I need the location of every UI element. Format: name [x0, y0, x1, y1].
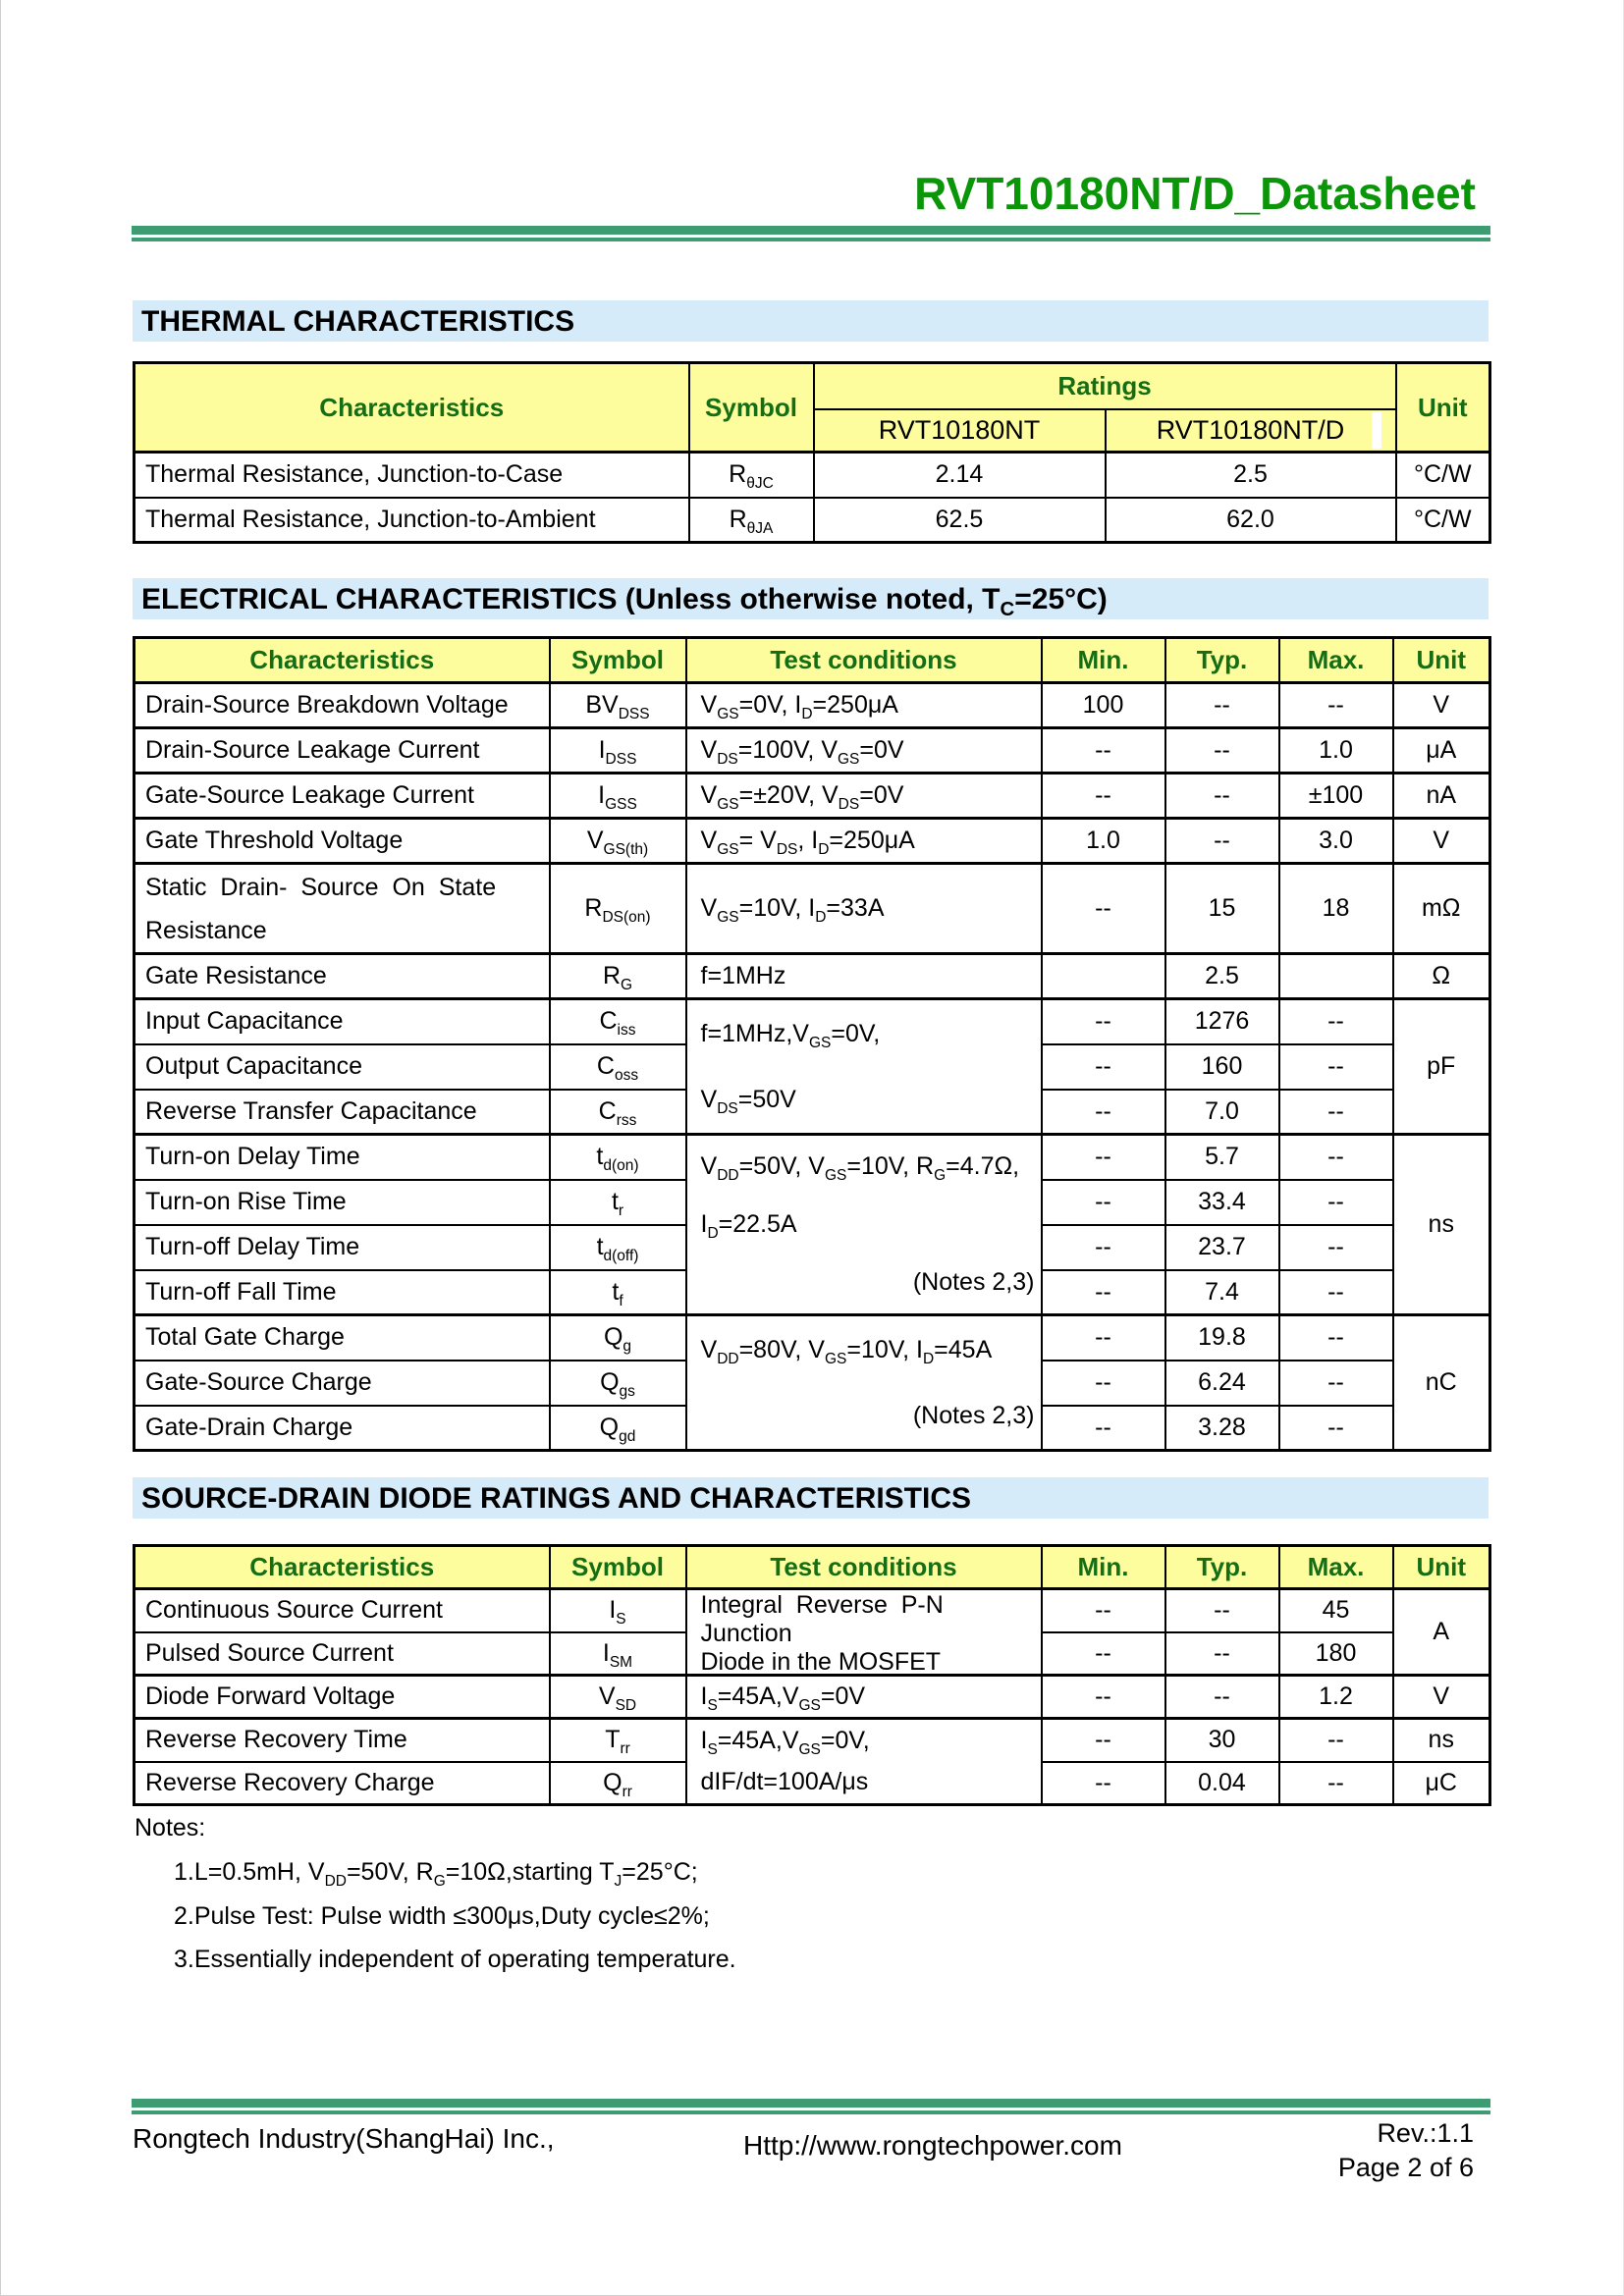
col-header-unit: Unit: [1393, 638, 1490, 683]
cell-max: --: [1279, 1315, 1393, 1361]
cell-typ: --: [1165, 1632, 1279, 1676]
cell-symbol: $R_{\theta JC}$: [689, 453, 814, 498]
cell-min: --: [1042, 1225, 1165, 1270]
col-header-symbol: Symbol: [550, 1546, 686, 1589]
cell-typ: 160: [1165, 1044, 1279, 1090]
table-row: [135, 453, 1490, 498]
footer-company: Rongtech Industry(ShangHai) Inc.,: [133, 2123, 555, 2154]
cell-characteristic: Gate-Source Charge: [135, 1361, 550, 1406]
section-heading-electrical: [133, 578, 1489, 619]
col-header-test-conditions: Test conditions: [686, 638, 1042, 683]
cell-max: --: [1279, 1225, 1393, 1270]
table-row: [135, 1135, 1490, 1180]
cell-rating-rvt10180nt: 62.5: [814, 498, 1106, 543]
cell-characteristic: Total Gate Charge: [135, 1315, 550, 1361]
cell-typ: 7.0: [1165, 1090, 1279, 1135]
col-header-characteristics: Characteristics: [135, 638, 550, 683]
cell-symbol: $t_f$: [550, 1270, 686, 1315]
cell-typ: 1276: [1165, 999, 1279, 1044]
cell-typ: 23.7: [1165, 1225, 1279, 1270]
cell-min: [1042, 954, 1165, 999]
cell-characteristic: Thermal Resistance, Junction-to-Ambient: [135, 498, 689, 543]
col-header-max: Max.: [1279, 1546, 1393, 1589]
cell-min: --: [1042, 1406, 1165, 1451]
electrical-header-row: [135, 638, 1490, 683]
cell-characteristic: Reverse Recovery Time: [135, 1719, 550, 1762]
test-conditions-switching: $V_{DD}=50V$, $V_{GS}=10V$, $R_G=4.7\Omega$, $I_D=22.5A$ (Notes 2,3): [700, 1151, 1035, 1297]
cell-characteristic: Drain-Source Leakage Current: [135, 728, 550, 774]
cell-min: --: [1042, 999, 1165, 1044]
cell-rating-rvt10180ntd: 2.5: [1106, 453, 1396, 498]
model-label: RVT10180NT/D: [1156, 414, 1345, 445]
cell-max: --: [1279, 1135, 1393, 1180]
page-title: RVT10180NT/D_Datasheet: [914, 168, 1476, 219]
cell-unit: °C/W: [1396, 453, 1490, 498]
cell-characteristic: Gate Threshold Voltage: [135, 819, 550, 864]
cell-test-conditions: $V_{GS}=10V$, $I_D=33A$: [686, 864, 1042, 954]
col-header-model-rvt10180nt: RVT10180NT: [814, 409, 1106, 453]
table-row: [135, 774, 1490, 819]
cell-min: --: [1042, 1090, 1165, 1135]
cell-characteristic: Turn-on Rise Time: [135, 1180, 550, 1225]
cell-max: 180: [1279, 1632, 1393, 1676]
cell-typ: 30: [1165, 1719, 1279, 1762]
cell-characteristic: Output Capacitance: [135, 1044, 550, 1090]
cell-typ: 0.04: [1165, 1762, 1279, 1805]
cell-symbol: $C_{rss}$: [550, 1090, 686, 1135]
cell-test-conditions: $I_S=45A,V_{GS}=0V$: [686, 1676, 1042, 1719]
cell-symbol: $t_r$: [550, 1180, 686, 1225]
cell-unit: °C/W: [1396, 498, 1490, 543]
cell-max: --: [1279, 1762, 1393, 1805]
cell-test-conditions: $V_{GS}=0V$, $I_D=250\mu A$: [686, 683, 1042, 728]
cell-max: --: [1279, 683, 1393, 728]
table-row: [135, 728, 1490, 774]
table-row: [135, 864, 1490, 954]
cell-typ: 7.4: [1165, 1270, 1279, 1315]
cell-test-conditions: $V_{GS}= V_{DS}$, $I_D=250\mu A$: [686, 819, 1042, 864]
cell-min: --: [1042, 1180, 1165, 1225]
cell-characteristic: Drain-Source Breakdown Voltage: [135, 683, 550, 728]
cell-max: --: [1279, 999, 1393, 1044]
cell-typ: 19.8: [1165, 1315, 1279, 1361]
cell-max: --: [1279, 1090, 1393, 1135]
cell-typ: 15: [1165, 864, 1279, 954]
cell-symbol: $I_S$: [550, 1589, 686, 1632]
cell-symbol: $V_{GS(th)}$: [550, 819, 686, 864]
diode-header-row: [135, 1546, 1490, 1589]
cell-rating-rvt10180nt: 2.14: [814, 453, 1106, 498]
footer-revision: Rev.:1.1: [1377, 2118, 1474, 2148]
cell-min: --: [1042, 1270, 1165, 1315]
cell-min: --: [1042, 1676, 1165, 1719]
section-heading-electrical-label: ELECTRICAL CHARACTERISTICS (Unless otherwise noted, $T_C=25^\circ C$): [141, 583, 1108, 620]
cell-test-conditions: f=1MHz: [686, 954, 1042, 999]
cell-min: --: [1042, 728, 1165, 774]
cell-characteristic: Turn-off Fall Time: [135, 1270, 550, 1315]
cell-characteristic: Reverse Transfer Capacitance: [135, 1090, 550, 1135]
cell-max: 18: [1279, 864, 1393, 954]
cell-symbol: $t_{d(off)}$: [550, 1225, 686, 1270]
col-header-symbol: Symbol: [689, 363, 814, 453]
cell-test-conditions-merged: [686, 999, 1042, 1135]
cell-min: --: [1042, 864, 1165, 954]
cell-characteristic: Pulsed Source Current: [135, 1632, 550, 1676]
cell-max: 3.0: [1279, 819, 1393, 864]
cell-unit-merged: nC: [1393, 1315, 1490, 1451]
col-header-min: Min.: [1042, 638, 1165, 683]
col-header-typ: Typ.: [1165, 1546, 1279, 1589]
col-header-ratings: Ratings: [814, 363, 1396, 409]
col-header-min: Min.: [1042, 1546, 1165, 1589]
cell-unit: mΩ: [1393, 864, 1490, 954]
cell-unit: μA: [1393, 728, 1490, 774]
cell-min: 100: [1042, 683, 1165, 728]
cell-typ: --: [1165, 819, 1279, 864]
section-heading-thermal: [133, 300, 1489, 342]
cell-min: --: [1042, 1044, 1165, 1090]
cell-min: --: [1042, 1135, 1165, 1180]
table-row: [135, 999, 1490, 1044]
cell-max: --: [1279, 1180, 1393, 1225]
cell-characteristic: Input Capacitance: [135, 999, 550, 1044]
cell-unit: ns: [1393, 1719, 1490, 1762]
header-rule-thin: [132, 238, 1490, 241]
cell-min: --: [1042, 1361, 1165, 1406]
table-row: [135, 1676, 1490, 1719]
cell-max: --: [1279, 1270, 1393, 1315]
cell-min: --: [1042, 1315, 1165, 1361]
cell-typ: --: [1165, 1676, 1279, 1719]
table-row: [135, 683, 1490, 728]
col-header-unit: Unit: [1393, 1546, 1490, 1589]
col-header-symbol: Symbol: [550, 638, 686, 683]
cell-symbol: $I_{GSS}$: [550, 774, 686, 819]
cell-typ: 3.28: [1165, 1406, 1279, 1451]
cell-test-conditions: $V_{DS}=100V$, $V_{GS}=0V$: [686, 728, 1042, 774]
cell-min: --: [1042, 1632, 1165, 1676]
electrical-table: [133, 636, 1491, 1452]
cell-max: --: [1279, 1719, 1393, 1762]
table-row: [135, 1315, 1490, 1361]
cell-characteristic: Static Drain- Source On State Resistance: [135, 864, 550, 954]
cell-min: --: [1042, 1762, 1165, 1805]
cell-max: --: [1279, 1406, 1393, 1451]
cell-typ: 2.5: [1165, 954, 1279, 999]
cell-characteristic: Gate-Source Leakage Current: [135, 774, 550, 819]
cell-symbol: $BV_{DSS}$: [550, 683, 686, 728]
cell-typ: --: [1165, 1589, 1279, 1632]
test-conditions-capacitance: $f=1MHz,V_{GS}=0V$, $V_{DS}=50V$: [700, 1019, 881, 1117]
col-header-model-rvt10180ntd: [1106, 409, 1396, 453]
cell-symbol: $Q_{gs}$: [550, 1361, 686, 1406]
cell-typ: 5.7: [1165, 1135, 1279, 1180]
cell-typ: --: [1165, 774, 1279, 819]
col-header-test-conditions: Test conditions: [686, 1546, 1042, 1589]
cell-characteristic: Turn-on Delay Time: [135, 1135, 550, 1180]
cell-test-conditions-merged: [686, 1589, 1042, 1676]
col-header-typ: Typ.: [1165, 638, 1279, 683]
cell-max: [1279, 954, 1393, 999]
diode-table: [133, 1544, 1491, 1806]
cell-symbol: $t_{d(on)}$: [550, 1135, 686, 1180]
cell-max: --: [1279, 1044, 1393, 1090]
cell-symbol: $Q_{rr}$: [550, 1762, 686, 1805]
thermal-table: [133, 361, 1491, 544]
cell-min: 1.0: [1042, 819, 1165, 864]
col-header-unit: Unit: [1396, 363, 1490, 453]
cell-unit: nA: [1393, 774, 1490, 819]
section-heading-thermal-label: THERMAL CHARACTERISTICS: [141, 305, 575, 338]
cell-unit: V: [1393, 1676, 1490, 1719]
cell-unit-merged: ns: [1393, 1135, 1490, 1315]
cell-max: 1.0: [1279, 728, 1393, 774]
section-heading-diode-label: SOURCE-DRAIN DIODE RATINGS AND CHARACTERISTICS: [141, 1482, 972, 1515]
table-row: [135, 498, 1490, 543]
cell-symbol: $V_{SD}$: [550, 1676, 686, 1719]
cell-max: --: [1279, 1361, 1393, 1406]
cell-typ: 6.24: [1165, 1361, 1279, 1406]
cell-max: 45: [1279, 1589, 1393, 1632]
note-item-3: 3.Essentially independent of operating temperature.: [174, 1946, 736, 1973]
cell-unit: V: [1393, 819, 1490, 864]
cell-characteristic: Reverse Recovery Charge: [135, 1762, 550, 1805]
cell-characteristic: Turn-off Delay Time: [135, 1225, 550, 1270]
cell-test-conditions-merged: [686, 1719, 1042, 1805]
cell-symbol: $Q_{gd}$: [550, 1406, 686, 1451]
cell-min: --: [1042, 1589, 1165, 1632]
cell-min: --: [1042, 1719, 1165, 1762]
cell-rating-rvt10180ntd: 62.0: [1106, 498, 1396, 543]
cell-unit: μC: [1393, 1762, 1490, 1805]
cell-symbol: $R_G$: [550, 954, 686, 999]
thermal-header-row-1: [135, 363, 1490, 409]
cell-symbol: $R_{DS(on)}$: [550, 864, 686, 954]
table-row: [135, 1719, 1490, 1762]
cell-characteristic: Gate-Drain Charge: [135, 1406, 550, 1451]
table-row: [135, 819, 1490, 864]
cell-max: 1.2: [1279, 1676, 1393, 1719]
cell-max: ±100: [1279, 774, 1393, 819]
col-header-max: Max.: [1279, 638, 1393, 683]
section-heading-diode: [133, 1477, 1489, 1519]
cell-unit-merged: A: [1393, 1589, 1490, 1676]
white-strip-artifact: [1372, 412, 1381, 450]
cell-symbol: $C_{oss}$: [550, 1044, 686, 1090]
col-header-characteristics: Characteristics: [135, 1546, 550, 1589]
test-conditions-recovery: $I_S=45A,V_{GS}=0V$, dIF/dt=100A/μs: [700, 1727, 870, 1795]
cell-characteristic: Thermal Resistance, Junction-to-Case: [135, 453, 689, 498]
cell-typ: --: [1165, 728, 1279, 774]
cell-unit: V: [1393, 683, 1490, 728]
note-item-1: 1.L=0.5mH, $V_{DD}=50V$, $R_G=10\Omega,starting$ $T_J=25^\circ C$;: [174, 1858, 698, 1890]
cell-symbol: $I_{DSS}$: [550, 728, 686, 774]
test-conditions-charge: $V_{DD}=80V$, $V_{GS}=10V$, $I_D=45A$ (Notes 2,3): [700, 1335, 1035, 1429]
cell-unit: Ω: [1393, 954, 1490, 999]
footer-rule-thick: [132, 2099, 1490, 2108]
cell-test-conditions-merged: [686, 1135, 1042, 1315]
footer-page-number: Page 2 of 6: [1337, 2153, 1474, 2182]
table-row: [135, 954, 1490, 999]
cell-characteristic: Gate Resistance: [135, 954, 550, 999]
cell-test-conditions-merged: [686, 1315, 1042, 1451]
notes-label: Notes:: [135, 1814, 206, 1842]
cell-unit-merged: pF: [1393, 999, 1490, 1135]
cell-symbol: $C_{iss}$: [550, 999, 686, 1044]
test-conditions-source-current: Integral Reverse P-N Junction Diode in the MOSFET: [700, 1590, 950, 1676]
cell-characteristic: Continuous Source Current: [135, 1589, 550, 1632]
note-item-2: 2.Pulse Test: Pulse width ≤300μs,Duty cycle≤2%;: [174, 1902, 710, 1930]
cell-typ: --: [1165, 683, 1279, 728]
table-row: [135, 1589, 1490, 1632]
cell-symbol: $Q_g$: [550, 1315, 686, 1361]
cell-symbol: $R_{\theta JA}$: [689, 498, 814, 543]
cell-min: --: [1042, 774, 1165, 819]
cell-typ: 33.4: [1165, 1180, 1279, 1225]
cell-symbol: $I_{SM}$: [550, 1632, 686, 1676]
header-rule-thick: [132, 226, 1490, 235]
cell-symbol: $T_{rr}$: [550, 1719, 686, 1762]
col-header-characteristics: Characteristics: [135, 363, 689, 453]
footer-website-link: Http://www.rongtechpower.com: [743, 2130, 1122, 2161]
cell-characteristic: Diode Forward Voltage: [135, 1676, 550, 1719]
footer-rule-thin: [132, 2110, 1490, 2114]
cell-test-conditions: $V_{GS}=\pm 20V$, $V_{DS}=0V$: [686, 774, 1042, 819]
